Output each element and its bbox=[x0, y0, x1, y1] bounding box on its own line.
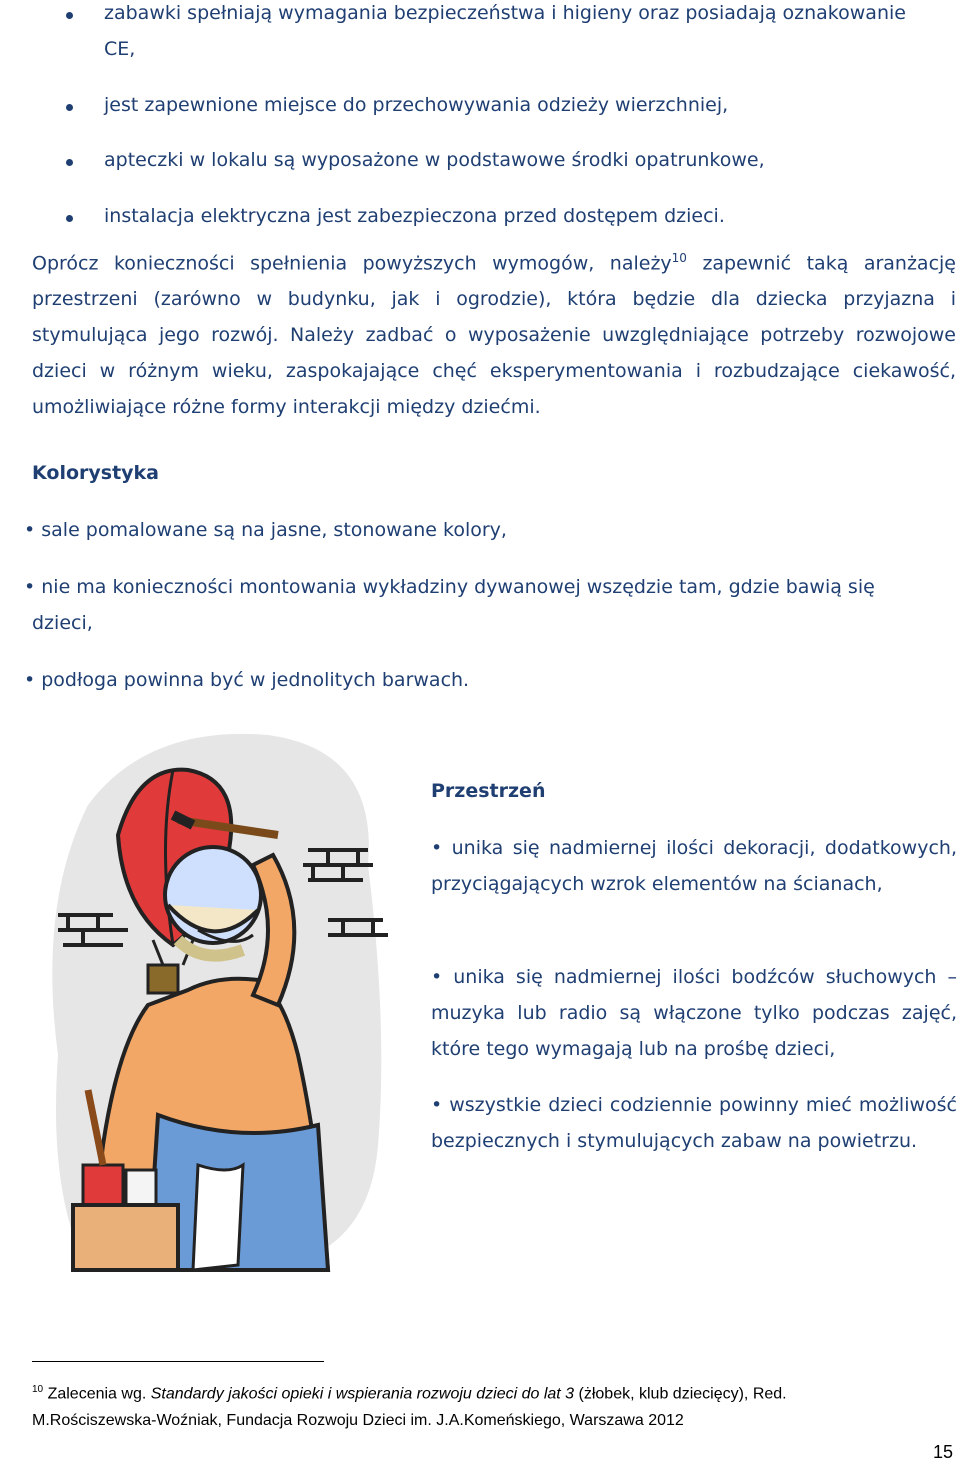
list-item: jest zapewnione miejsce do przechowywania odzieży wierzchniej, bbox=[104, 94, 729, 116]
section-heading-kolorystyka: Kolorystyka bbox=[32, 462, 159, 484]
bullet-icon bbox=[66, 159, 73, 166]
list-item: apteczki w lokalu są wyposażone w podstawowe środki opatrunkowe, bbox=[104, 149, 765, 171]
bullet-icon bbox=[66, 12, 73, 19]
list-item: • podłoga powinna być w jednolitych barwach. bbox=[24, 669, 470, 691]
bullet-icon bbox=[66, 215, 73, 222]
painter-clipart-icon bbox=[28, 725, 403, 1285]
list-item: dzieci, bbox=[32, 612, 93, 634]
list-item: • unika się nadmiernej ilości bodźców słuchowych – muzyka lub radio są włączone tylko podczas zajęć, które tego wymagają lub na prośbę dzieci, bbox=[431, 966, 957, 1060]
list-item: CE, bbox=[104, 38, 136, 60]
footnote-divider bbox=[32, 1361, 324, 1362]
list-item: • sale pomalowane są na jasne, stonowane kolory, bbox=[24, 519, 507, 541]
list-item: instalacja elektryczna jest zabezpieczona przed dostępem dzieci. bbox=[104, 205, 725, 227]
page-number: 15 bbox=[933, 1442, 954, 1462]
section-heading-przestrzen: Przestrzeń bbox=[431, 780, 546, 802]
footnote-ref: 10 bbox=[671, 251, 687, 265]
body-paragraph: Oprócz konieczności spełnienia powyższych wymogów, należy$^{10}$ zapewnić taką aranżację przestrzeni (zarówno w budynku, jak i ogrodzie), która będzie dla dziecka przyjazna i stymulująca jego rozwój. Należy zadbać o wyposażenie uwzględniające potrzeby rozwojowe dzieci w różnym wieku, zaspokajające chęć eksperymentowania i rozbudzające ciekawość, umożliwiające różne formy interakcji między dziećmi. bbox=[32, 251, 956, 419]
footnote: $^{10}$ Zalecenia wg. Standardy jakości opieki i wspierania rozwoju dzieci do lat 3 (żłobek, klub dziecięcy), Red. M.Rościszewska-Woźniak, Fundacja Rozwoju Dzieci im. J.A.Komeńskiego, Warszawa 2012 bbox=[32, 1384, 787, 1430]
bullet-icon bbox=[66, 104, 73, 111]
list-item: • nie ma konieczności montowania wykładziny dywanowej wszędzie tam, gdzie bawią się bbox=[24, 576, 875, 598]
list-item: zabawki spełniają wymagania bezpieczeństwa i higieny oraz posiadają oznakowanie bbox=[104, 2, 906, 24]
list-item: • wszystkie dzieci codziennie powinny mieć możliwość bezpiecznych i stymulujących zabaw na powietrzu. bbox=[431, 1094, 957, 1152]
list-item: • unika się nadmiernej ilości dekoracji, dodatkowych, przyciągających wzrok elementów na ścianach, bbox=[431, 837, 957, 895]
